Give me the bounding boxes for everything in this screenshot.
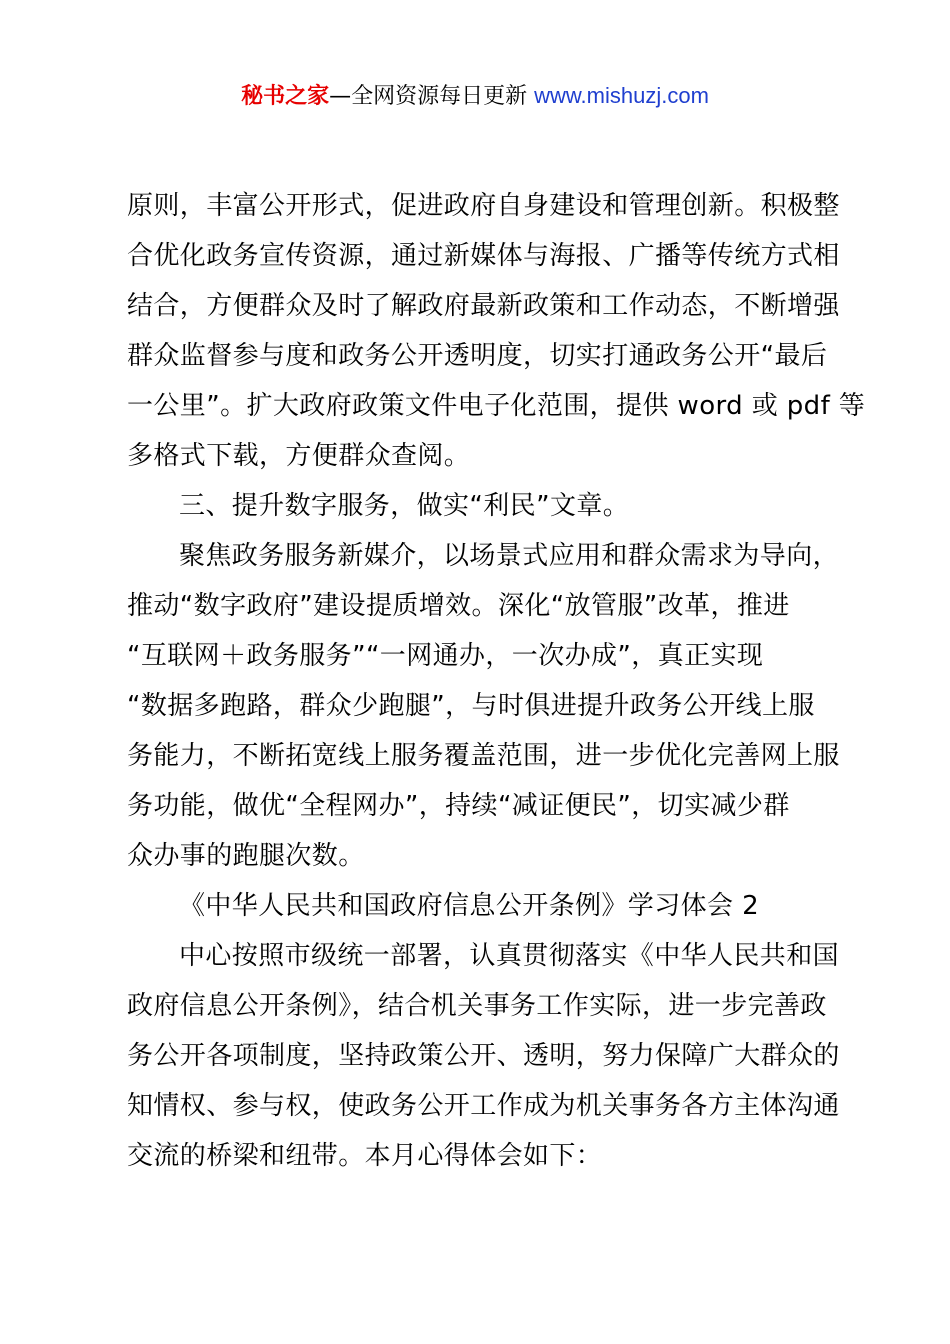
text-line: 务能力，不断拓宽线上服务覆盖范围，进一步优化完善网上服	[127, 741, 840, 771]
text-line: 多格式下载，方便群众查阅。	[127, 441, 471, 471]
text-line: 众办事的跑腿次数。	[127, 841, 365, 871]
text-line: 合优化政务宣传资源，通过新媒体与海报、广播等传统方式相	[127, 241, 840, 271]
text-line: 原则，丰富公开形式，促进政府自身建设和管理创新。积极整	[127, 191, 840, 221]
text-line: 务公开各项制度，坚持政策公开、透明，努力保障广大群众的	[127, 1041, 840, 1071]
site-header	[0, 80, 950, 113]
brand-name: 秘书之家	[241, 84, 330, 109]
text-line: 群众监督参与度和政务公开透明度，切实打通政务公开“最后	[127, 341, 828, 371]
document-body	[127, 181, 866, 1181]
text-line: “互联网＋政务服务”“一网通办，一次办成”，真正实现	[127, 641, 764, 671]
text-line: 中心按照市级统一部署，认真贯彻落实《中华人民共和国	[179, 941, 840, 971]
text-line: 聚焦政务服务新媒介，以场景式应用和群众需求为导向，	[179, 541, 840, 571]
text-line: 结合，方便群众及时了解政府最新政策和工作动态，不断增强	[127, 291, 840, 321]
text-line: 政府信息公开条例》，结合机关事务工作实际，进一步完善政	[127, 991, 827, 1021]
site-url-link[interactable]: www.mishuzj.com	[534, 83, 709, 108]
document-title: 《中华人民共和国政府信息公开条例》学习体会 2	[179, 891, 760, 921]
header-tagline: —全网资源每日更新	[329, 84, 535, 109]
text-line: 推动“数字政府”建设提质增效。深化“放管服”改革，推进	[127, 591, 790, 621]
text-line: 务功能，做优“全程网办”，持续“减证便民”，切实减少群	[127, 791, 790, 821]
text-line: 一公里”。扩大政府政策文件电子化范围，提供 word 或 pdf 等	[127, 391, 866, 421]
text-line: 交流的桥梁和纽带。本月心得体会如下：	[127, 1141, 603, 1171]
section-heading: 三、提升数字服务，做实“利民”文章。	[179, 491, 630, 521]
text-line: “数据多跑路，群众少跑腿”，与时俱进提升政务公开线上服	[127, 691, 815, 721]
text-line: 知情权、参与权，使政务公开工作成为机关事务各方主体沟通	[127, 1091, 840, 1121]
